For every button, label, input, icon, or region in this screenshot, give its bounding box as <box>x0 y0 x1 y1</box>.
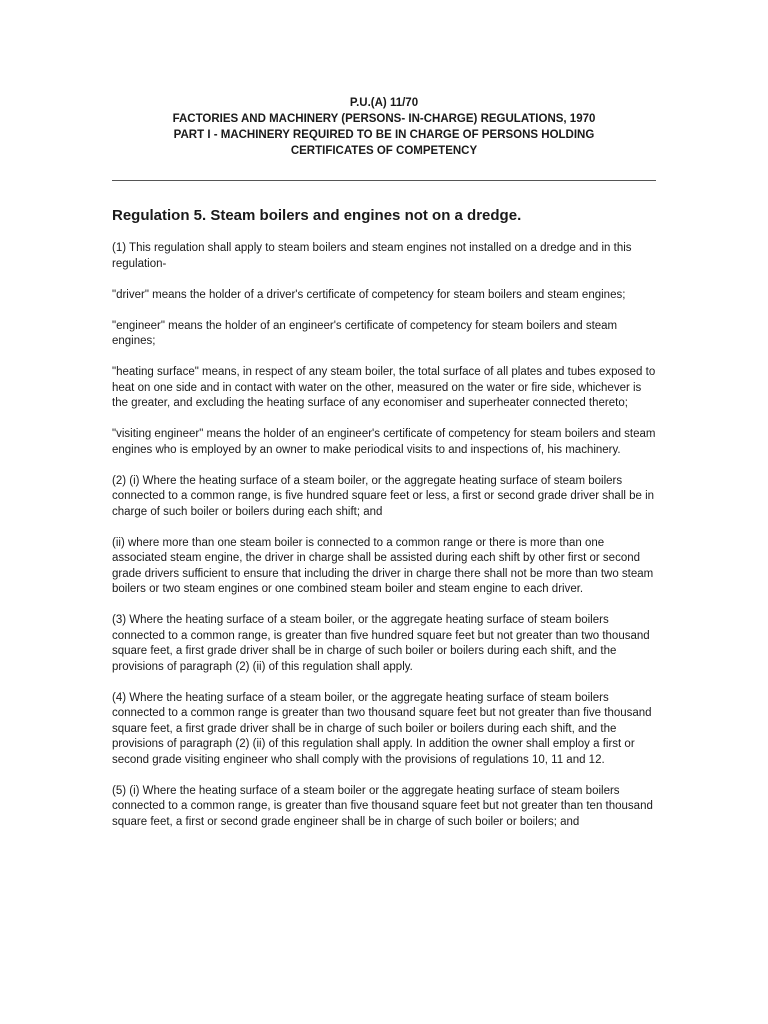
regulations-title: FACTORIES AND MACHINERY (PERSONS- IN-CHARGE) REGULATIONS, 1970 <box>172 113 596 125</box>
definition-driver: "driver" means the holder of a driver's certificate of competency for steam boilers and steam engines; <box>112 288 626 301</box>
document-header <box>112 95 656 159</box>
part-title-continued: CERTIFICATES OF COMPETENCY <box>290 145 478 157</box>
paragraph-5-i: (5) (i) Where the heating surface of a steam boiler or the aggregate heating surface of steam boilers connected to a common range, is greater than five thousand square feet but not greater than ten thousand square feet, a first or second grade engineer shall be in charge of such boiler or boilers; and <box>112 784 653 828</box>
definition-visiting-engineer: "visiting engineer" means the holder of an engineer's certificate of competency for steam boilers and steam engines who is employed by an owner to make periodical visits to and inspections of, his machinery. <box>112 428 656 456</box>
paragraph-2-i: (2) (i) Where the heating surface of a steam boiler, or the aggregate heating surface of steam boilers connected to a common range, is five hundred square feet or less, a first or second grade driver shall be in charge of such boiler or boilers during each shift; and <box>112 474 655 518</box>
definition-engineer: "engineer" means the holder of an engineer's certificate of competency for steam boilers and steam engines; <box>112 319 618 347</box>
gazette-reference: P.U.(A) 11/70 <box>349 97 419 109</box>
regulation-body <box>112 241 656 846</box>
paragraph-1-scope: (1) This regulation shall apply to steam boilers and steam engines not installed on a dredge and in this regulation- <box>112 242 632 270</box>
horizontal-divider <box>112 180 656 181</box>
paragraph-3: (3) Where the heating surface of a steam boiler, or the aggregate heating surface of steam boilers connected to a common range, is greater than five hundred square feet but not greater than two thousand square feet, a first grade driver shall be in charge of such boiler or boilers during each shift, and the provisions of paragraph (2) (ii) of this regulation shall apply. <box>112 614 650 673</box>
paragraph-4: (4) Where the heating surface of a steam boiler, or the aggregate heating surface of steam boilers connected to a common range is greater than two thousand square feet but not greater than five thousand square feet, a first grade driver shall be in charge of such boiler or boilers during each shift, and the provisions of paragraph (2) (ii) of this regulation shall apply. In addition the owner shall employ a first or second grade visiting engineer who shall comply with the provisions of regulations 10, 11 and 12. <box>112 691 652 766</box>
part-title: PART I - MACHINERY REQUIRED TO BE IN CHARGE OF PERSONS HOLDING <box>173 129 595 141</box>
definition-heating-surface: "heating surface" means, in respect of any steam boiler, the total surface of all plates and tubes exposed to heat on one side and in contact with water on the other, measured on the water or fire side, whichever is the greater, and excluding the heating surface of any economiser and superheater connected thereto; <box>112 366 656 409</box>
paragraph-2-ii: (ii) where more than one steam boiler is connected to a common range or there is more than one associated steam engine, the driver in charge shall be assisted during each shift by other first or second grade drivers sufficient to ensure that including the driver in charge there shall not be more than two steam boilers or two steam engines or one combined steam boiler and steam engine to each driver. <box>112 536 654 595</box>
regulation-heading: Regulation 5. Steam boilers and engines not on a dredge. <box>112 207 522 224</box>
